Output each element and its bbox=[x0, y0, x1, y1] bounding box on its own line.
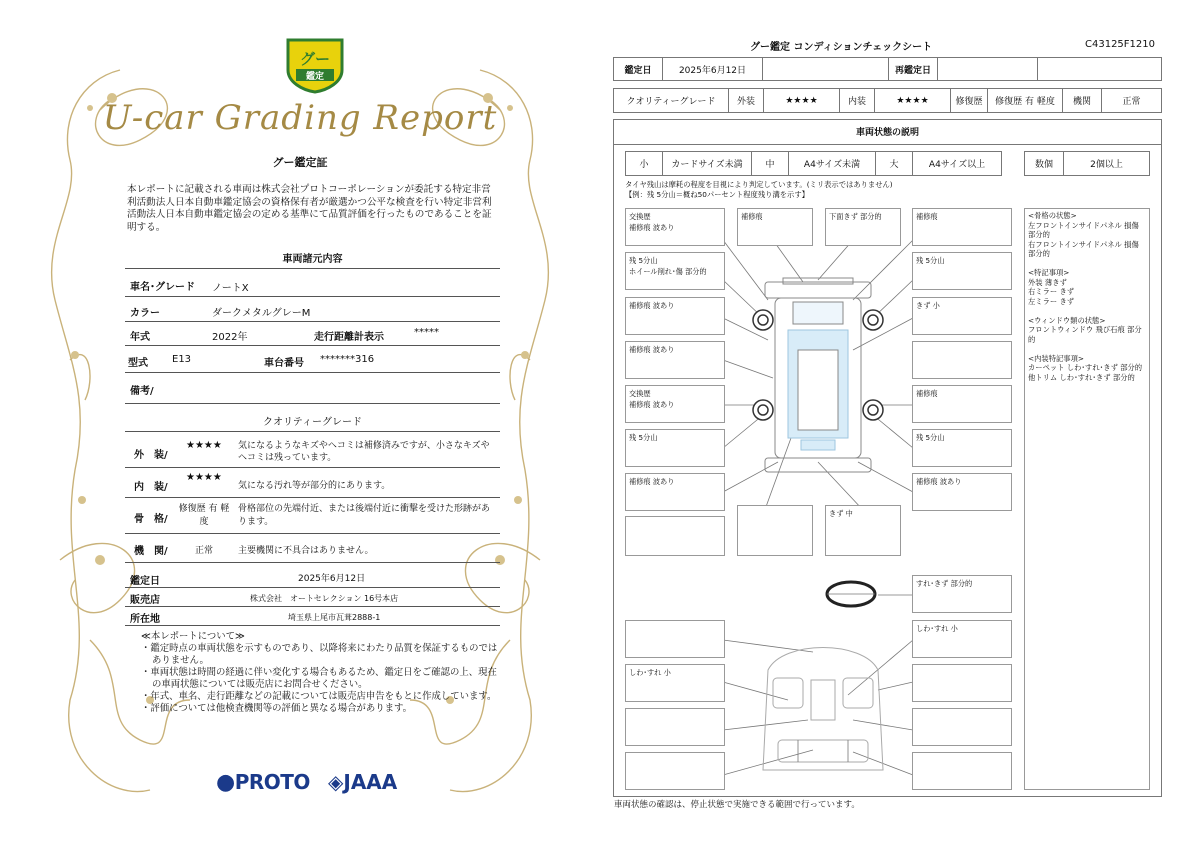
quality-exterior-stars: ★★★★ bbox=[186, 440, 222, 451]
jaaa-logo-text: JAAA bbox=[343, 770, 398, 794]
divider bbox=[125, 296, 500, 297]
quality-engine-desc: 主要機関に不具合はありません。 bbox=[238, 546, 374, 556]
damage-box: 交換歴 補修痕 波あり bbox=[625, 385, 725, 423]
interior-box bbox=[625, 752, 725, 790]
divider bbox=[125, 467, 500, 468]
damage-box: 交換歴 補修痕 波あり bbox=[625, 208, 725, 246]
appraisal-date-value: 2025年6月12日 bbox=[662, 57, 763, 81]
interior-box: すれ･きず 部分的 bbox=[912, 575, 1012, 613]
remarks-label: 備考/ bbox=[130, 386, 154, 397]
note-item: ・鑑定時点の車両状態を示すものであり、以降将来にわたり品質を保証するものではありません。 bbox=[141, 643, 498, 666]
size-medium-key: 中 bbox=[751, 151, 789, 176]
size-small-key: 小 bbox=[625, 151, 663, 176]
repair-history-value: 修復歴 有 軽度 bbox=[987, 88, 1063, 113]
notes-title: ≪本レポートについて≫ bbox=[141, 631, 245, 642]
interior-box: しわ･すれ 小 bbox=[912, 620, 1012, 658]
side-note: 左フロントインサイドパネル 損傷 部分的 bbox=[1028, 220, 1139, 239]
divider bbox=[125, 497, 500, 498]
side-note: 他トリム しわ･すれ･きず 部分的 bbox=[1028, 372, 1135, 382]
recheck-date-value bbox=[937, 57, 1038, 81]
interior-stars: ★★★★ bbox=[874, 88, 951, 113]
model-value: E13 bbox=[172, 354, 192, 365]
damage-box: 残 5分山 bbox=[912, 252, 1012, 290]
exterior-label: 外装 bbox=[728, 88, 764, 113]
sheet-title: グー鑑定 コンディションチェックシート bbox=[750, 42, 933, 53]
count-value: 2個以上 bbox=[1063, 151, 1150, 176]
side-note: 右フロントインサイドパネル 損傷 部分的 bbox=[1028, 239, 1139, 258]
damage-box: 補修痕 bbox=[912, 385, 1012, 423]
jaaa-mark-icon: ◈ bbox=[328, 770, 344, 794]
quality-frame-label: 骨 格/ bbox=[134, 514, 168, 525]
size-medium-desc: A4サイズ未満 bbox=[788, 151, 876, 176]
interior-box bbox=[625, 708, 725, 746]
color-label: カラー bbox=[130, 308, 160, 319]
divider bbox=[125, 587, 500, 588]
vehicle-state-heading: 車両状態の説明 bbox=[613, 119, 1162, 145]
proto-logo bbox=[216, 770, 310, 795]
divider bbox=[125, 403, 500, 404]
size-large-key: 大 bbox=[875, 151, 913, 176]
damage-box: 残 5分山 bbox=[912, 429, 1012, 467]
count-label: 数個 bbox=[1024, 151, 1064, 176]
note-item: ・評価については他検査機関等の評価と異なる場合があります。 bbox=[141, 703, 412, 714]
certificate-title: グー鑑定証 bbox=[272, 156, 328, 169]
blank-cell bbox=[1037, 57, 1162, 81]
year-label: 年式 bbox=[130, 332, 150, 343]
condition-notes-panel bbox=[1024, 208, 1150, 790]
damage-box: 下面きず 部分的 bbox=[825, 208, 901, 246]
interior-box: しわ･すれ 小 bbox=[625, 664, 725, 702]
mileage-label: 走行距離計表示 bbox=[314, 332, 384, 343]
damage-box: 補修痕 波あり bbox=[625, 297, 725, 335]
car-name-value: ノートX bbox=[212, 283, 249, 294]
damage-box bbox=[737, 505, 813, 556]
address-value: 埼玉県上尾市瓦葺2888-1 bbox=[288, 613, 381, 622]
car-name-label: 車名･グレード bbox=[130, 282, 195, 293]
quality-interior-label: 内 装/ bbox=[134, 482, 168, 493]
quality-exterior-desc: 気になるようなキズやヘコミは補修済みですが、小さなキズやヘコミは残っています。 bbox=[238, 441, 490, 463]
damage-box: きず 小 bbox=[912, 297, 1012, 335]
damage-box bbox=[912, 341, 1012, 379]
script-title: U-car Grading Report bbox=[102, 98, 498, 138]
side-note: フロントウィンドウ 飛び石痕 部分的 bbox=[1028, 325, 1142, 344]
side-note bbox=[1028, 259, 1146, 269]
recheck-date-label: 再鑑定日 bbox=[888, 57, 938, 81]
model-label: 型式 bbox=[128, 358, 148, 369]
interior-label: 内装 bbox=[839, 88, 875, 113]
svg-text:グー: グー bbox=[299, 50, 331, 68]
divider bbox=[125, 321, 500, 322]
side-note: <骨格の状態> bbox=[1028, 211, 1077, 220]
quality-frame-value: 修復歴 有 軽度 bbox=[178, 504, 230, 527]
size-small-desc: カードサイズ未満 bbox=[662, 151, 752, 176]
engine-label: 機関 bbox=[1062, 88, 1102, 113]
interior-box bbox=[625, 620, 725, 658]
damage-box: 補修痕 bbox=[737, 208, 813, 246]
date-label: 鑑定日 bbox=[130, 576, 160, 587]
divider bbox=[125, 606, 500, 607]
interior-box bbox=[912, 708, 1012, 746]
divider bbox=[125, 372, 500, 373]
side-note bbox=[1028, 306, 1146, 316]
color-value: ダークメタルグレーM bbox=[212, 308, 311, 319]
blank-cell bbox=[762, 57, 889, 81]
quality-engine-value: 正常 bbox=[195, 546, 214, 556]
divider bbox=[125, 562, 500, 563]
quality-grade-label: クオリティーグレード bbox=[613, 88, 729, 113]
sheet-footer: 車両状態の確認は、停止状態で実施できる範囲で行っています。 bbox=[614, 800, 860, 810]
size-large-desc: A4サイズ以上 bbox=[912, 151, 1002, 176]
side-note: 右ミラー きず bbox=[1028, 287, 1075, 296]
damage-box: 補修痕 波あり bbox=[625, 473, 725, 511]
interior-box bbox=[912, 752, 1012, 790]
side-note: <内装特記事項> bbox=[1028, 353, 1085, 363]
tire-note-line-1: タイヤ残山は摩耗の程度を目視により判定しています。(ミリ表示ではありません) bbox=[625, 180, 893, 189]
divider bbox=[125, 345, 500, 346]
chassis-value: *******316 bbox=[320, 354, 375, 365]
certificate-text: 本レポートに記載される車両は株式会社プロトコーポレーションが委託する特定非営利活動法人日本自動車鑑定協会の資格保有者が厳選かつ公平な検査を行い特定非営利活動法人日本自動車鑑定協会の定める基準にて品質評価を行ったものであることを証明する。 bbox=[127, 184, 492, 233]
side-note: <ウィンドウ類の状態> bbox=[1028, 315, 1106, 325]
interior-box bbox=[912, 664, 1012, 702]
quality-interior-desc: 気になる汚れ等が部分的にあります。 bbox=[238, 481, 391, 491]
goo-kantei-badge-icon bbox=[284, 34, 346, 94]
side-note: 外装 薄きず bbox=[1028, 277, 1067, 287]
quality-interior-stars: ★★★★ bbox=[186, 472, 222, 483]
svg-text:鑑定: 鑑定 bbox=[305, 72, 325, 82]
side-note: <特記事項> bbox=[1028, 268, 1070, 277]
repair-history-label: 修復歴 bbox=[950, 88, 988, 113]
damage-box: 補修痕 bbox=[912, 208, 1012, 246]
spec-heading: 車両諸元内容 bbox=[282, 254, 343, 265]
engine-value: 正常 bbox=[1101, 88, 1162, 113]
address-label: 所在地 bbox=[130, 614, 160, 625]
proto-mark-icon: ● bbox=[216, 770, 235, 795]
shop-value: 株式会社 オートセレクション 16号本店 bbox=[250, 594, 399, 603]
year-value: 2022年 bbox=[212, 332, 248, 343]
proto-logo-text: PROTO bbox=[234, 770, 310, 794]
mileage-value: ***** bbox=[414, 327, 439, 338]
sheet-code: C43125F1210 bbox=[1085, 39, 1155, 50]
report-notes bbox=[141, 631, 501, 715]
tire-note bbox=[625, 180, 893, 200]
quality-frame-desc: 骨格部位の先端付近、または後端付近に衝撃を受けた形跡があります。 bbox=[238, 504, 491, 527]
divider bbox=[125, 533, 500, 534]
quality-exterior-label: 外 装/ bbox=[134, 450, 168, 461]
shop-label: 販売店 bbox=[130, 595, 160, 606]
damage-box: きず 中 bbox=[825, 505, 901, 556]
divider bbox=[125, 431, 500, 432]
interior-diagram bbox=[763, 648, 883, 771]
divider bbox=[125, 268, 500, 269]
damage-box: 残 5分山 ホイール削れ･傷 部分的 bbox=[625, 252, 725, 290]
side-note bbox=[1028, 344, 1146, 354]
exterior-stars: ★★★★ bbox=[763, 88, 840, 113]
quality-engine-label: 機 関/ bbox=[134, 546, 168, 557]
damage-box: 補修痕 波あり bbox=[625, 341, 725, 379]
note-item: ・年式、車名、走行距離などの記載については販売店申告をもとに作成しています。 bbox=[141, 691, 497, 702]
damage-box bbox=[625, 516, 725, 556]
damage-box: 補修痕 波あり bbox=[912, 473, 1012, 511]
steering-wheel-icon bbox=[827, 582, 875, 606]
damage-box: 残 5分山 bbox=[625, 429, 725, 467]
note-item: ・車両状態は時間の経過に伴い変化する場合もあるため、鑑定日をご確認の上、現在の車両状態については販売店にお問合せください。 bbox=[141, 667, 497, 690]
chassis-label: 車台番号 bbox=[264, 358, 304, 369]
tire-note-line-2: 【例：残 5分山＝概ね50パーセント程度残り溝を示す】 bbox=[625, 190, 809, 199]
appraisal-date-label: 鑑定日 bbox=[613, 57, 663, 81]
side-note: カーペット しわ･すれ･きず 部分的 bbox=[1028, 363, 1143, 372]
date-value: 2025年6月12日 bbox=[298, 574, 366, 584]
divider bbox=[125, 625, 500, 626]
quality-heading: クオリティーグレード bbox=[263, 417, 362, 428]
jaaa-logo bbox=[328, 770, 397, 794]
side-note: 左ミラー きず bbox=[1028, 296, 1075, 306]
